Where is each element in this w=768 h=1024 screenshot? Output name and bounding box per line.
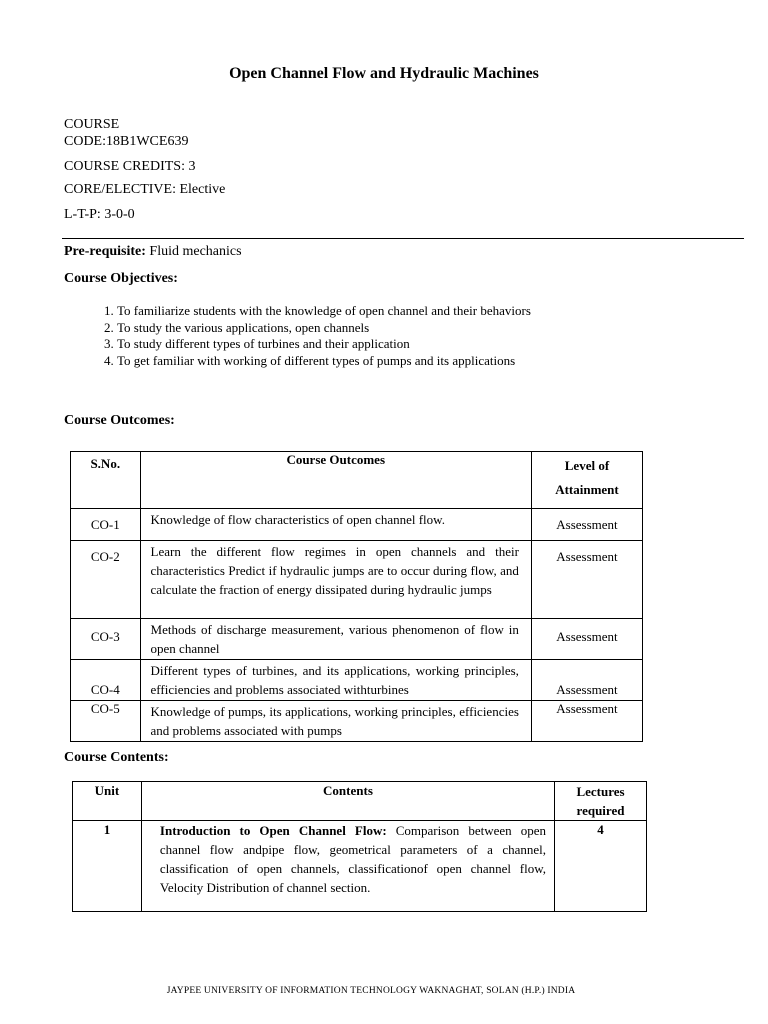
- outcome-text: Learn the different flow regimes in open channels and their characteristics Predict if hydraulic jumps are to occur during flow, and calculate the fraction of energy dissipated during hydraulic jumps: [140, 541, 531, 619]
- unit-contents: [141, 821, 554, 912]
- unit-number: 1: [73, 821, 142, 912]
- outcome-text: Knowledge of flow characteristics of open channel flow.: [140, 509, 531, 541]
- course-credits: COURSE CREDITS: 3: [64, 159, 196, 174]
- table-header-row: [71, 452, 643, 509]
- outcome-id: CO-5: [71, 701, 141, 742]
- table-row: [73, 821, 647, 912]
- outcome-text: Different types of turbines, and its applications, working principles, efficiencies and problems associated withturbines: [140, 660, 531, 701]
- unit-topic-title: Introduction to Open Channel Flow:: [159, 823, 387, 838]
- course-outcomes-table: [70, 451, 643, 742]
- header-lectures-required: [555, 782, 647, 821]
- header-contents: Contents: [141, 782, 554, 821]
- outcomes-heading: Course Outcomes:: [64, 413, 175, 428]
- outcome-text: Knowledge of pumps, its applications, working principles, efficiencies and problems associated with pumps: [140, 701, 531, 742]
- header-unit: Unit: [73, 782, 142, 821]
- horizontal-divider: [62, 238, 744, 239]
- outcome-id: CO-1: [71, 509, 141, 541]
- outcome-id: CO-3: [71, 619, 141, 660]
- course-code: CODE:18B1WCE639: [64, 134, 189, 149]
- header-course-outcomes: Course Outcomes: [140, 452, 531, 509]
- prerequisite-label: Pre-requisite:: [64, 244, 146, 259]
- table-row: [71, 541, 643, 619]
- outcome-id: CO-4: [71, 660, 141, 701]
- prerequisite: [64, 243, 242, 261]
- objectives-heading: Course Objectives:: [64, 271, 178, 286]
- objective-item: 4. To get familiar with working of different types of pumps and its applications: [117, 353, 531, 370]
- table-row: [71, 701, 643, 742]
- outcome-level: Assessment: [531, 660, 642, 701]
- objective-item: 3. To study different types of turbines and their application: [117, 336, 531, 353]
- outcome-level: Assessment: [531, 509, 642, 541]
- outcome-text: Methods of discharge measurement, various phenomenon of flow in open channel: [140, 619, 531, 660]
- header-lectures-line1: Lectures: [576, 784, 625, 799]
- outcome-level: Assessment: [531, 619, 642, 660]
- table-row: [71, 509, 643, 541]
- document-title: Open Channel Flow and Hydraulic Machines: [229, 65, 539, 82]
- header-level-line1: Level of: [564, 458, 610, 473]
- header-level-line2: Attainment: [555, 482, 619, 497]
- unit-topic-text: Comparison between open channel flow andpipe flow, geometrical parameters of a channel, classification of open channels, classificationof open channel flow, Velocity Distribution of channel section.: [159, 823, 547, 895]
- objective-item: 1. To familiarize students with the knowledge of open channel and their behaviors: [117, 303, 531, 320]
- objectives-list: [96, 303, 531, 369]
- contents-heading: Course Contents:: [64, 750, 169, 765]
- outcome-id: CO-2: [71, 541, 141, 619]
- course-ltp: L-T-P: 3-0-0: [64, 207, 135, 222]
- page-footer: JAYPEE UNIVERSITY OF INFORMATION TECHNOLOGY WAKNAGHAT, SOLAN (H.P.) INDIA: [166, 986, 576, 996]
- table-header-row: [73, 782, 647, 821]
- header-level-of-attainment: [531, 452, 642, 509]
- prerequisite-value: Fluid mechanics: [149, 244, 242, 259]
- outcome-level: Assessment: [531, 701, 642, 742]
- objective-item: 2. To study the various applications, open channels: [117, 320, 531, 337]
- course-label: COURSE: [64, 117, 120, 132]
- course-contents-table: [72, 781, 647, 912]
- outcome-level: Assessment: [531, 541, 642, 619]
- header-sno: S.No.: [71, 452, 141, 509]
- table-row: [71, 660, 643, 701]
- course-core-elective: CORE/ELECTIVE: Elective: [64, 182, 226, 197]
- table-row: [71, 619, 643, 660]
- header-lectures-line2: required: [576, 803, 625, 818]
- unit-lectures: 4: [555, 821, 647, 912]
